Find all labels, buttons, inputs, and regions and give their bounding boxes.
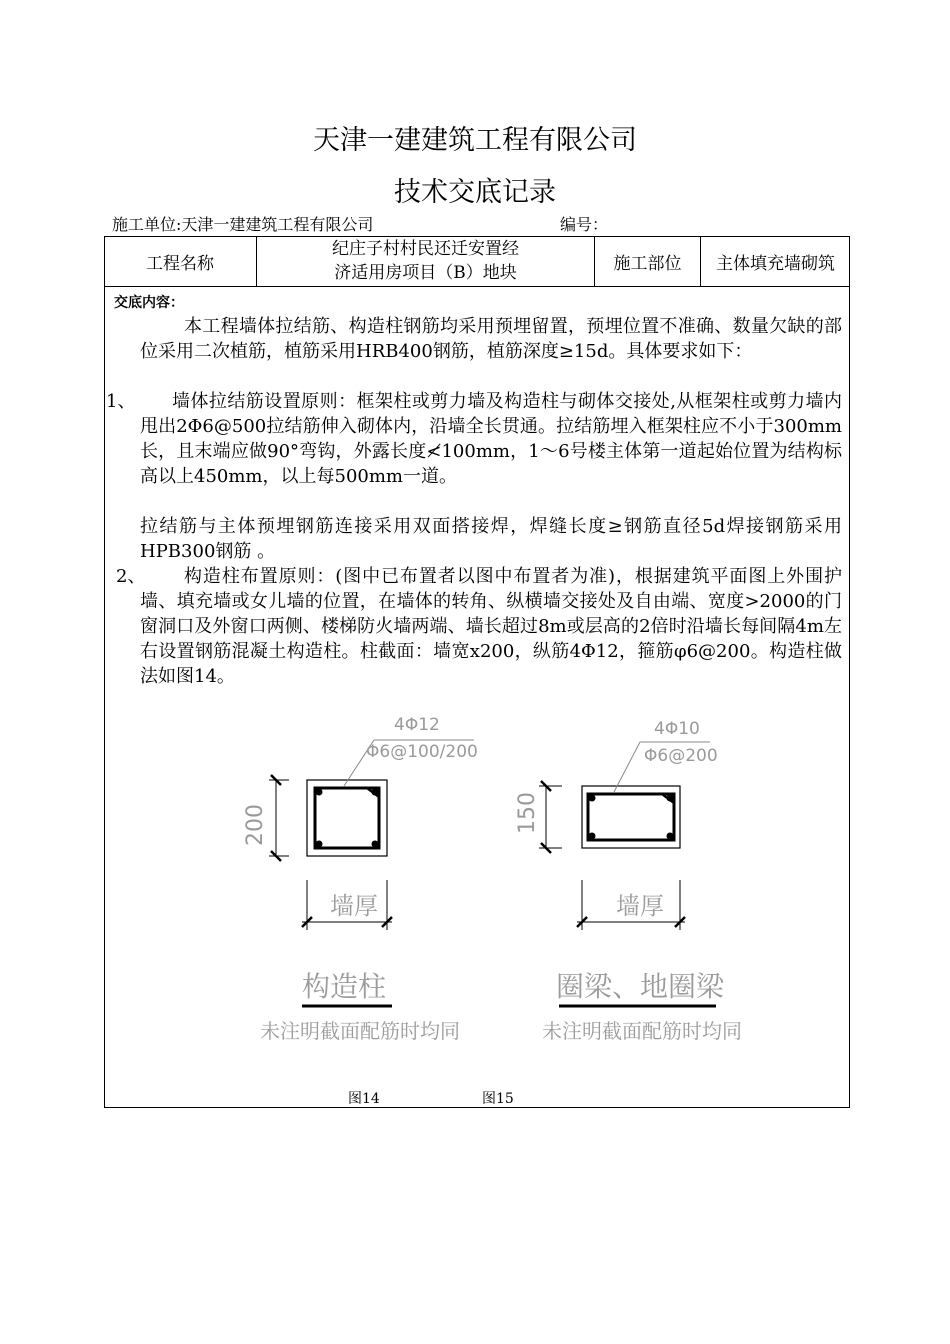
figure-15-caption: 图15 [482,1091,514,1107]
section-drawings [104,700,850,1080]
company-title: 天津一建建筑工程有限公司 [313,125,637,156]
right-figure-note: 未注明截面配筋时均同 [542,1019,742,1043]
document-number-label: 编号： [560,215,609,234]
rebar-dot [316,789,322,795]
construction-unit: 施工单位:天津一建建筑工程有限公司 [112,215,374,234]
figure-14-caption: 图14 [348,1091,380,1107]
left-figure-name: 构造柱 [302,970,387,1003]
rebar-dot [667,833,673,839]
item-2-number: 2、 [116,566,146,587]
column-section-drawing [269,740,474,1006]
column-stirrup [315,788,379,848]
intro-paragraph: 本工程墙体拉结筋、构造柱钢筋均采用预埋留置，预埋位置不准确、数量欠缺的部位采用二次植筋，植筋采用HRB400钢筋，植筋深度≥15d。具体要求如下： [140,316,842,362]
location-label: 施工部位 [595,236,701,286]
document-title: 技术交底记录 [394,177,556,208]
left-dimension: 200 [243,804,268,846]
item-1-number: 1、 [106,391,136,412]
ring-beam-section-drawing [539,742,716,1006]
project-name-line-1: 纪庄子村村民还迁安置经 [332,239,519,259]
right-dimension: 150 [515,792,540,834]
left-rebar-main: 4Φ12 [394,715,440,735]
location-value: 主体填充墙砌筑 [716,253,835,274]
item-1-extra-paragraph: 拉结筋与主体预埋钢筋连接采用双面搭接焊，焊缝长度≥钢筋直径5d焊接钢筋采用HPB300钢筋 。 [140,516,842,562]
right-figure-name: 圈梁、地圈梁 [556,970,725,1003]
rebar-dot [372,841,378,847]
content-label: 交底内容： [114,295,184,311]
rebar-dot [316,841,322,847]
project-name-line-2: 济适用房项目（B）地块 [334,263,517,283]
rebar-dot [589,795,595,801]
beam-stirrup [588,794,674,840]
left-figure-note: 未注明截面配筋时均同 [260,1019,460,1043]
table-header-row [104,236,850,287]
left-rebar-stirrup: Φ6@100/200 [366,742,478,762]
item-1-paragraph: 墙体拉结筋设置原则：框架柱或剪力墙及构造柱与砌体交接处,从框架柱或剪力墙内甩出2Φ6@500拉结筋伸入砌体内，沿墙全长贯通。拉结筋埋入框架柱应不小于300mm长，且末端应做90°弯钩，外露长度≮100mm，1～6号楼主体第一道起始位置为结构标高以上450mm，以上每500mm一道。 [140,391,842,487]
item-2-paragraph: 构造柱布置原则：(图中已布置者以图中布置者为准)，根据建筑平面图上外围护墙、填充墙或女儿墙的位置，在墙体的转角、纵横墙交接处及自由端、宽度>2000的门窗洞口及外窗口两侧、楼梯防火墙两端、墙长超过8m或层高的2倍时沿墙长每间隔4m左右设置钢筋混凝土构造柱。柱截面：墙宽x200，纵筋4Φ12，箍筋φ6@200。构造柱做法如图14。 [140,566,842,687]
rebar-dot [589,833,595,839]
right-rebar-stirrup: Φ6@200 [644,746,718,766]
project-name-label: 工程名称 [104,236,257,286]
right-rebar-main: 4Φ10 [654,719,700,739]
project-name-value [257,236,595,286]
left-wall-label: 墙厚 [330,892,378,920]
right-wall-label: 墙厚 [616,892,664,920]
